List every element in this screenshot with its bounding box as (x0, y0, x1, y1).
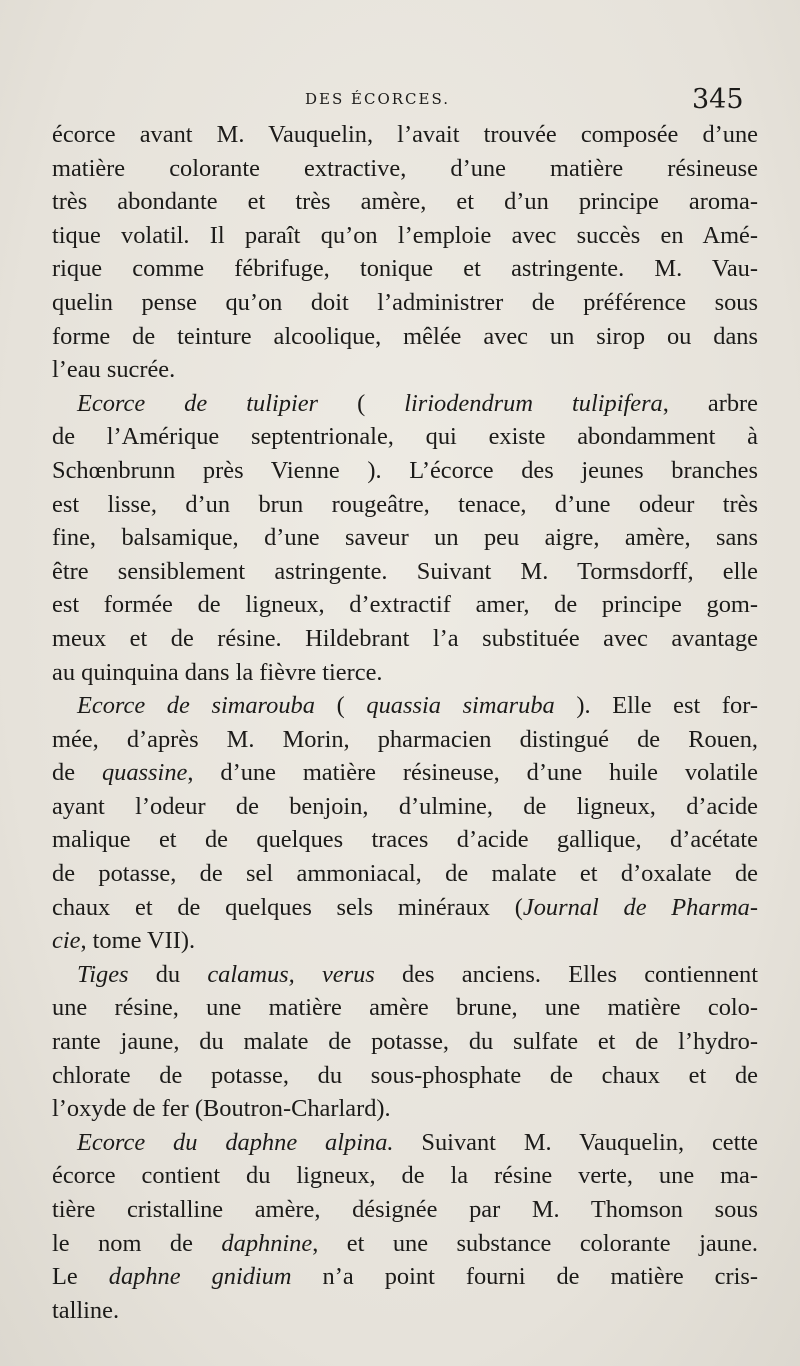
text-run: matière colorante extractive, d’une matière résineuse (52, 154, 758, 182)
text-run: ). Elle est for- (554, 692, 759, 720)
text-run: malique et de quelques traces d’acide gallique, d’acétate (52, 826, 758, 854)
text-run: Le (52, 1263, 109, 1291)
italic-run: quassine (101, 759, 188, 787)
text-run: talline. (52, 1296, 120, 1324)
text-line (52, 118, 758, 152)
text-run: est formée de ligneux, d’extractif amer, de principe gom- (52, 591, 758, 619)
text-run: est lisse, d’un brun rougeâtre, tenace, d’une odeur très (52, 490, 758, 518)
text-run: du (128, 960, 208, 988)
italic-run: Journal de Pharma- (522, 893, 758, 921)
text-run: , d’une matière résineuse, d’une huile volatile (187, 759, 758, 787)
text-run: de l’Amérique septentrionale, qui existe abondamment à (52, 423, 758, 451)
text-run: l’oxyde de fer (Boutron-Charlard). (52, 1095, 391, 1123)
italic-run: daphne gnidium (108, 1263, 292, 1291)
italic-run: calamus, verus (207, 960, 375, 988)
text-run: de potasse, de sel ammoniacal, de malate et d’oxalate de (52, 860, 758, 888)
text-line (52, 656, 758, 690)
text-line (52, 790, 758, 824)
text-line (52, 252, 758, 286)
page-number: 345 (692, 84, 744, 115)
text-run: quelin pense qu’on doit l’administrer de préférence sous (52, 288, 758, 316)
text-line (52, 320, 758, 354)
text-line (52, 387, 758, 421)
italic-run: daphnine (221, 1229, 313, 1257)
text-line (52, 622, 758, 656)
italic-run: liriodendrum tulipifera (404, 389, 663, 417)
text-run: Suivant M. Vauquelin, cette (393, 1128, 759, 1156)
text-run: n’a point fourni de matière cris- (291, 1263, 758, 1291)
text-line (52, 958, 758, 992)
text-line (52, 1227, 758, 1261)
italic-run: cie (52, 927, 81, 955)
italic-run: Tiges (77, 960, 129, 988)
text-run: , arbre (662, 389, 758, 417)
italic-run: Ecorce du daphne alpina. (77, 1128, 394, 1156)
text-line (52, 857, 758, 891)
running-head (0, 84, 800, 114)
italic-run: Ecorce de simarouba (77, 692, 315, 720)
text-run: rante jaune, du malate de potasse, du sulfate et de l’hydro- (52, 1028, 758, 1056)
text-run: ( (314, 692, 367, 720)
text-line (52, 1294, 758, 1328)
text-run: au quinquina dans la fièvre tierce. (52, 658, 383, 686)
text-line (52, 1092, 758, 1126)
italic-run: quassia simaruba (366, 692, 555, 720)
text-line (52, 353, 758, 387)
text-run: des anciens. Elles contiennent (374, 960, 758, 988)
text-line (52, 991, 758, 1025)
paragraph-tulipier (52, 387, 758, 689)
body-text (52, 118, 758, 1327)
text-run: fine, balsamique, d’une saveur un peu aigre, amère, sans (52, 524, 758, 552)
text-line (52, 185, 758, 219)
running-title: DES ÉCORCES. (305, 90, 450, 108)
text-line (52, 219, 758, 253)
text-run: très abondante et très amère, et d’un principe aroma- (52, 188, 758, 216)
paragraph-calamus (52, 958, 758, 1126)
paragraph-daphne (52, 1126, 758, 1328)
paragraph-continuation (52, 118, 758, 387)
text-line (52, 521, 758, 555)
text-line (52, 891, 758, 925)
text-run: une résine, une matière amère brune, une matière colo- (52, 994, 758, 1022)
text-run: tique volatil. Il paraît qu’on l’emploie avec succès en Amé- (52, 221, 758, 249)
text-run: , et une substance colorante jaune. (312, 1229, 758, 1257)
text-line (52, 488, 758, 522)
text-line (52, 588, 758, 622)
text-run: tière cristalline amère, désignée par M. Thomson sous (52, 1196, 758, 1223)
text-run: ayant l’odeur de benjoin, d’ulmine, de ligneux, d’acide (52, 792, 758, 820)
text-line (52, 1260, 758, 1294)
italic-run: Ecorce de tulipier (77, 389, 319, 417)
text-run: Schœnbrunn près Vienne ). L’écorce des jeunes branches (52, 456, 758, 484)
text-run: chlorate de potasse, du sous-phosphate de chaux et de (52, 1061, 758, 1089)
text-run: le nom de (52, 1229, 222, 1257)
text-line (52, 689, 758, 723)
paragraph-simarouba (52, 689, 758, 958)
text-line (52, 454, 758, 488)
text-run: rique comme fébrifuge, tonique et astringente. M. Vau- (52, 255, 758, 283)
text-line (52, 756, 758, 790)
text-line (52, 1059, 758, 1093)
text-run: écorce contient du ligneux, de la résine verte, une ma- (52, 1162, 758, 1190)
text-run: mée, d’après M. Morin, pharmacien distingué de Rouen, (52, 725, 758, 753)
text-line (52, 924, 758, 958)
text-line (52, 1193, 758, 1227)
text-line (52, 555, 758, 589)
text-line (52, 823, 758, 857)
text-line (52, 1126, 758, 1160)
text-line (52, 1025, 758, 1059)
text-run: meux et de résine. Hildebrant l’a substituée avec avantage (52, 624, 758, 652)
text-run: forme de teinture alcoolique, mêlée avec un sirop ou dans (52, 322, 758, 350)
text-line (52, 1159, 758, 1193)
text-run: chaux et de quelques sels minéraux ( (52, 893, 523, 921)
text-run: l’eau sucrée. (52, 356, 176, 384)
text-line (52, 723, 758, 757)
text-line (52, 420, 758, 454)
text-run: , tome VII). (80, 927, 196, 955)
text-run: de (52, 759, 102, 787)
text-run: être sensiblement astringente. Suivant M. Tormsdorff, elle (52, 557, 758, 585)
text-line (52, 152, 758, 186)
text-line (52, 286, 758, 320)
text-run: ( (318, 389, 405, 417)
text-run: écorce avant M. Vauquelin, l’avait trouvée composée d’une (52, 121, 758, 148)
